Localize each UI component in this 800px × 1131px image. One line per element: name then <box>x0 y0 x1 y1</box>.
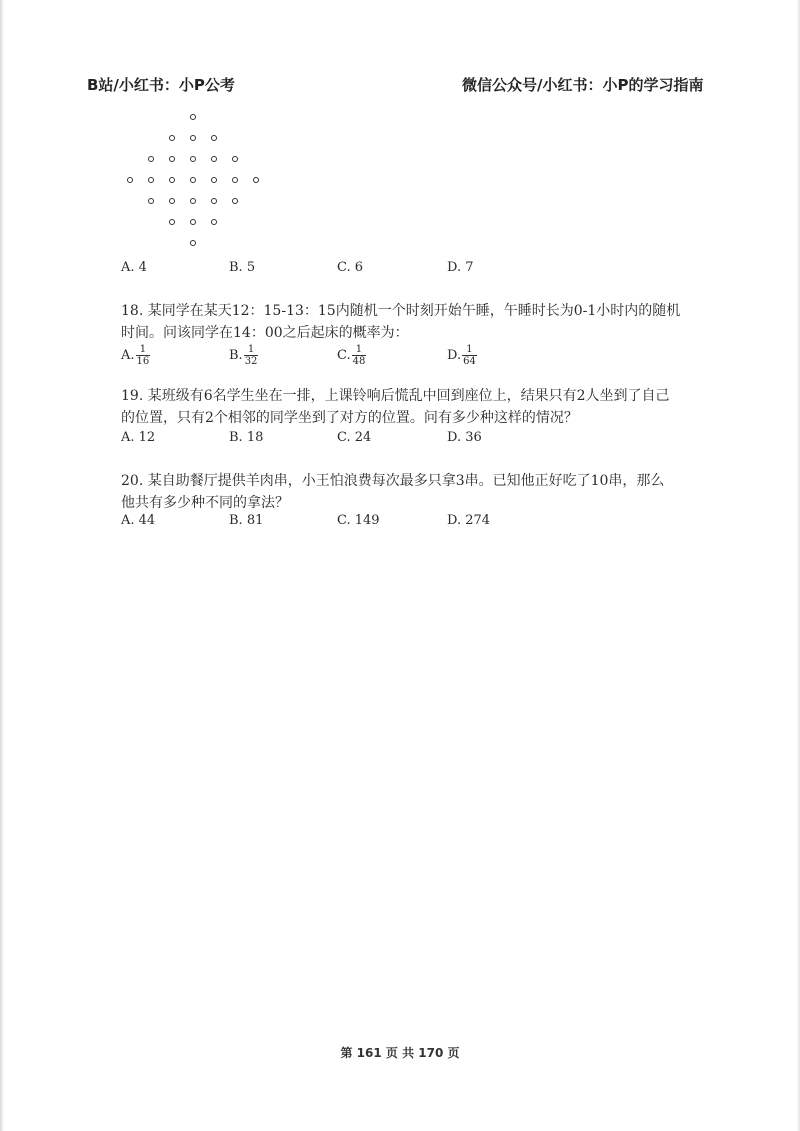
fraction-denominator: 64 <box>463 356 476 367</box>
fraction-denominator: 16 <box>136 356 150 367</box>
diamond-dot <box>211 156 217 162</box>
q19-option-b[interactable]: B. 18 <box>229 430 264 445</box>
q20-option-d[interactable]: D. 274 <box>447 513 491 528</box>
q20-option-c[interactable]: C. 149 <box>337 513 380 528</box>
page-edge-left <box>0 0 4 1131</box>
diamond-dot <box>190 177 196 183</box>
diamond-dot <box>169 219 175 225</box>
fraction-numerator: 1 <box>462 344 477 356</box>
q18-option-d-fraction <box>462 344 477 367</box>
diamond-dot <box>169 135 175 141</box>
q19-text-line1: 19. 某班级有6名学生坐在一排，上课铃响后慌乱中回到座位上，结果只有2人坐到了自己 <box>121 388 670 404</box>
header-right: 微信公众号/小红书：小P的学习指南 <box>462 76 704 94</box>
fraction-numerator: 1 <box>136 344 151 356</box>
q18-text-line2: 时间。问该同学在14：00之后起床的概率为： <box>121 325 409 341</box>
q17-option-a[interactable]: A. 4 <box>121 260 147 275</box>
q20-options <box>121 513 541 531</box>
q18-option-a[interactable] <box>121 344 150 367</box>
q18-text-line1: 18. 某同学在某天12：15-13：15内随机一个时刻开始午睡，午睡时长为0-1小时内的随机 <box>121 303 681 319</box>
diamond-dot <box>253 177 259 183</box>
q18-option-d[interactable] <box>447 344 477 367</box>
q19-option-a[interactable]: A. 12 <box>121 430 156 445</box>
fraction-numerator: 1 <box>244 344 259 356</box>
q19-option-c[interactable]: C. 24 <box>337 430 372 445</box>
diamond-dot <box>211 135 217 141</box>
diamond-dot <box>190 240 196 246</box>
q17-option-c[interactable]: C. 6 <box>337 260 364 275</box>
q19-options <box>121 430 541 448</box>
q18-option-a-fraction <box>136 344 151 367</box>
q19-option-d[interactable]: D. 36 <box>447 430 482 445</box>
q18-option-c-label: C. <box>337 348 351 363</box>
q20-option-b[interactable]: B. 81 <box>229 513 264 528</box>
q18-option-b-fraction <box>244 344 259 367</box>
q20-text-line1: 20. 某自助餐厅提供羊肉串，小王怕浪费每次最多只拿3串。已知他正好吃了10串，那么 <box>121 473 665 489</box>
diamond-dot <box>190 114 196 120</box>
fraction-denominator: 32 <box>244 356 258 367</box>
diamond-dot <box>232 198 238 204</box>
q18-options <box>121 344 541 370</box>
q20-text-line2: 他共有多少种不同的拿法？ <box>121 495 289 511</box>
diamond-dot <box>148 198 154 204</box>
q20-option-a[interactable]: A. 44 <box>121 513 156 528</box>
diamond-dot <box>190 156 196 162</box>
diamond-dot <box>232 156 238 162</box>
fraction-numerator: 1 <box>352 344 367 356</box>
diamond-dot <box>190 135 196 141</box>
diamond-dot <box>169 198 175 204</box>
q18-option-b[interactable] <box>229 344 258 367</box>
diamond-dot <box>211 177 217 183</box>
diamond-dot <box>190 219 196 225</box>
q18-option-c-fraction <box>352 344 367 367</box>
q18-option-a-label: A. <box>121 348 135 363</box>
fraction-denominator: 48 <box>352 356 366 367</box>
diamond-dot <box>148 177 154 183</box>
q18-option-d-label: D. <box>447 348 462 363</box>
diamond-dot <box>190 198 196 204</box>
diamond-dot <box>169 177 175 183</box>
q17-options <box>121 260 541 278</box>
diamond-dot <box>127 177 133 183</box>
q19-text-line2: 的位置，只有2个相邻的同学坐到了对方的位置。问有多少种这样的情况？ <box>121 410 578 426</box>
diamond-dot-figure <box>125 110 270 255</box>
header-left: B站/小红书：小P公考 <box>87 76 235 94</box>
q17-option-b[interactable]: B. 5 <box>229 260 256 275</box>
q18-option-b-label: B. <box>229 348 243 363</box>
q18-option-c[interactable] <box>337 344 366 367</box>
page-footer: 第 161 页 共 170 页 <box>340 1046 460 1060</box>
diamond-dot <box>148 156 154 162</box>
diamond-dot <box>169 156 175 162</box>
diamond-dot <box>232 177 238 183</box>
diamond-dot <box>211 219 217 225</box>
diamond-dot <box>211 198 217 204</box>
q17-option-d[interactable]: D. 7 <box>447 260 474 275</box>
